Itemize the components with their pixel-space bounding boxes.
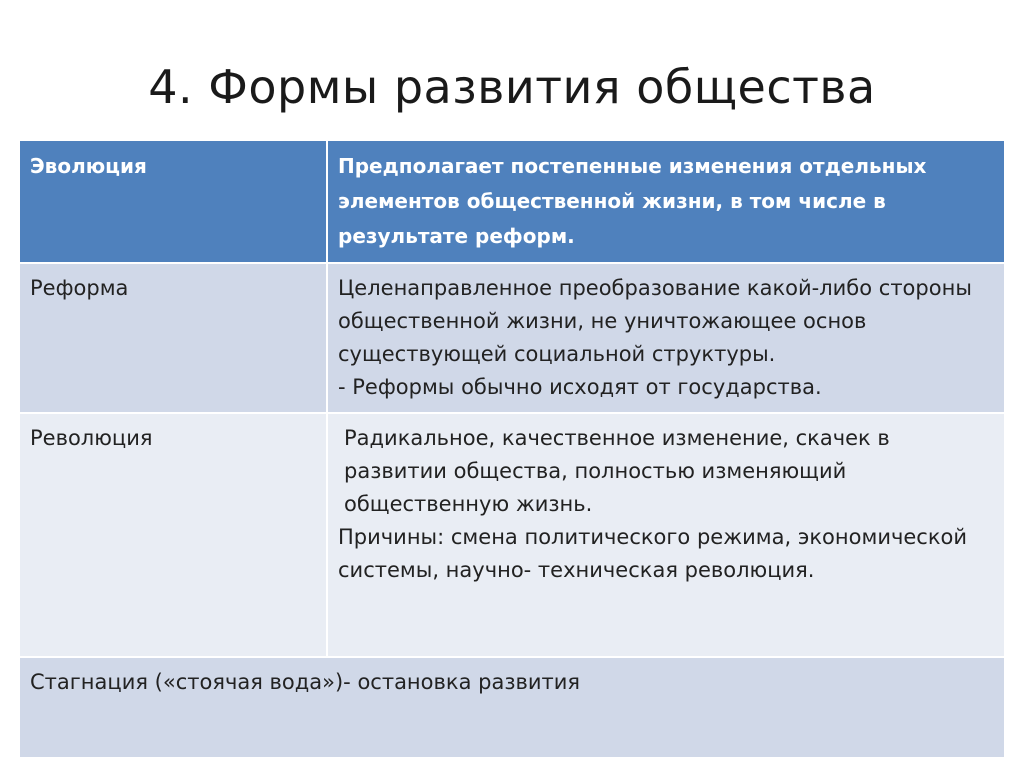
forms-table (18, 139, 1006, 759)
table-row-revolution (19, 413, 1005, 657)
description-evolution-text: Предполагает постепенные изменения отдельных элементов общественной жизни, в том числе в результате реформ. (338, 154, 927, 248)
slide-title: 4. Формы развития общества (148, 60, 876, 114)
description-reform-text: Целенаправленное преобразование какой-либо стороны общественной жизни, не уничтожающее основ существующей социальной структуры. (338, 276, 972, 366)
term-reform: Реформа (19, 263, 327, 413)
description-revolution (327, 413, 1005, 657)
table-row-evolution (19, 140, 1005, 263)
stagnation-cell: Стагнация («стоячая вода»)- остановка развития (19, 657, 1005, 758)
description-revolution-text: Радикальное, качественное изменение, скачек в развитии общества, полностью изменяющий общественную жизнь. (344, 426, 890, 516)
table-row-reform (19, 263, 1005, 413)
description-reform (327, 263, 1005, 413)
description-evolution (327, 140, 1005, 263)
table-row-stagnation (19, 657, 1005, 758)
description-reform-note: - Реформы обычно исходят от государства. (338, 375, 822, 399)
description-revolution-causes: Причины: смена политического режима, экономической системы, научно- техническая революция. (338, 525, 968, 582)
term-revolution: Революция (19, 413, 327, 657)
term-evolution: Эволюция (19, 140, 327, 263)
